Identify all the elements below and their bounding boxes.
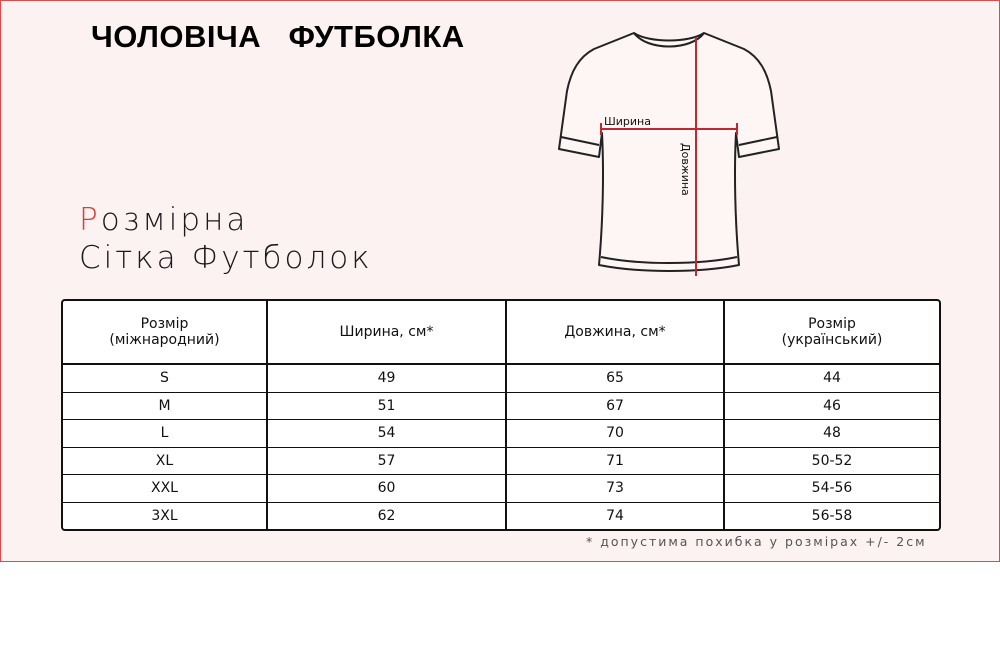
length-label: Довжина <box>679 143 692 196</box>
tshirt-outline-icon <box>559 33 779 271</box>
table-header-row <box>63 301 939 365</box>
page-title: ЧОЛОВІЧА ФУТБОЛКА <box>91 19 465 54</box>
tshirt-diagram <box>549 21 789 281</box>
cell-size-intl: S <box>63 365 266 393</box>
cell-width: 51 <box>266 393 505 421</box>
header-sublabel: (український) <box>781 332 883 348</box>
heading-line-1: озмірна <box>100 202 249 238</box>
cell-size-intl: L <box>63 420 266 448</box>
cell-width: 62 <box>266 503 505 530</box>
cell-size-ua: 46 <box>723 393 939 421</box>
cell-length: 65 <box>505 365 723 393</box>
cell-size-intl: M <box>63 393 266 421</box>
tolerance-footnote: * допустима похибка у розмірах +/- 2см <box>586 534 927 549</box>
cell-size-ua: 54-56 <box>723 475 939 503</box>
cell-size-intl: XXL <box>63 475 266 503</box>
table-row <box>63 365 939 393</box>
cell-size-intl: XL <box>63 448 266 476</box>
header-label: Ширина, см* <box>339 324 434 340</box>
chart-heading <box>79 201 373 277</box>
width-label: Ширина <box>604 115 651 128</box>
cell-width: 60 <box>266 475 505 503</box>
header-width <box>266 301 505 365</box>
cell-length: 73 <box>505 475 723 503</box>
cell-width: 49 <box>266 365 505 393</box>
table-row <box>63 503 939 530</box>
size-table <box>61 299 941 531</box>
table-row <box>63 420 939 448</box>
cell-size-ua: 50-52 <box>723 448 939 476</box>
header-label: Довжина, см* <box>564 324 666 340</box>
header-label: Розмір <box>140 316 189 332</box>
cell-size-intl: 3XL <box>151 507 178 524</box>
heading-accent-letter: Р <box>79 202 101 238</box>
cell-length: 67 <box>505 393 723 421</box>
header-label: Розмір <box>808 316 856 332</box>
cell-size-ua: 56-58 <box>723 503 939 530</box>
table-row <box>63 448 939 476</box>
cell-width: 54 <box>266 420 505 448</box>
header-size-ua <box>723 301 939 365</box>
header-length <box>505 301 723 365</box>
cell-length: 70 <box>505 420 723 448</box>
cell-width: 57 <box>266 448 505 476</box>
table-row <box>63 393 939 421</box>
header-size-intl <box>63 301 266 365</box>
cell-size-ua: 48 <box>723 420 939 448</box>
cell-length: 74 <box>505 503 723 530</box>
cell-size-ua: 44 <box>723 365 939 393</box>
table-row <box>63 475 939 503</box>
heading-line-2: Сітка Футболок <box>79 240 373 276</box>
header-sublabel: (міжнародний) <box>109 332 220 348</box>
cell-length: 71 <box>505 448 723 476</box>
